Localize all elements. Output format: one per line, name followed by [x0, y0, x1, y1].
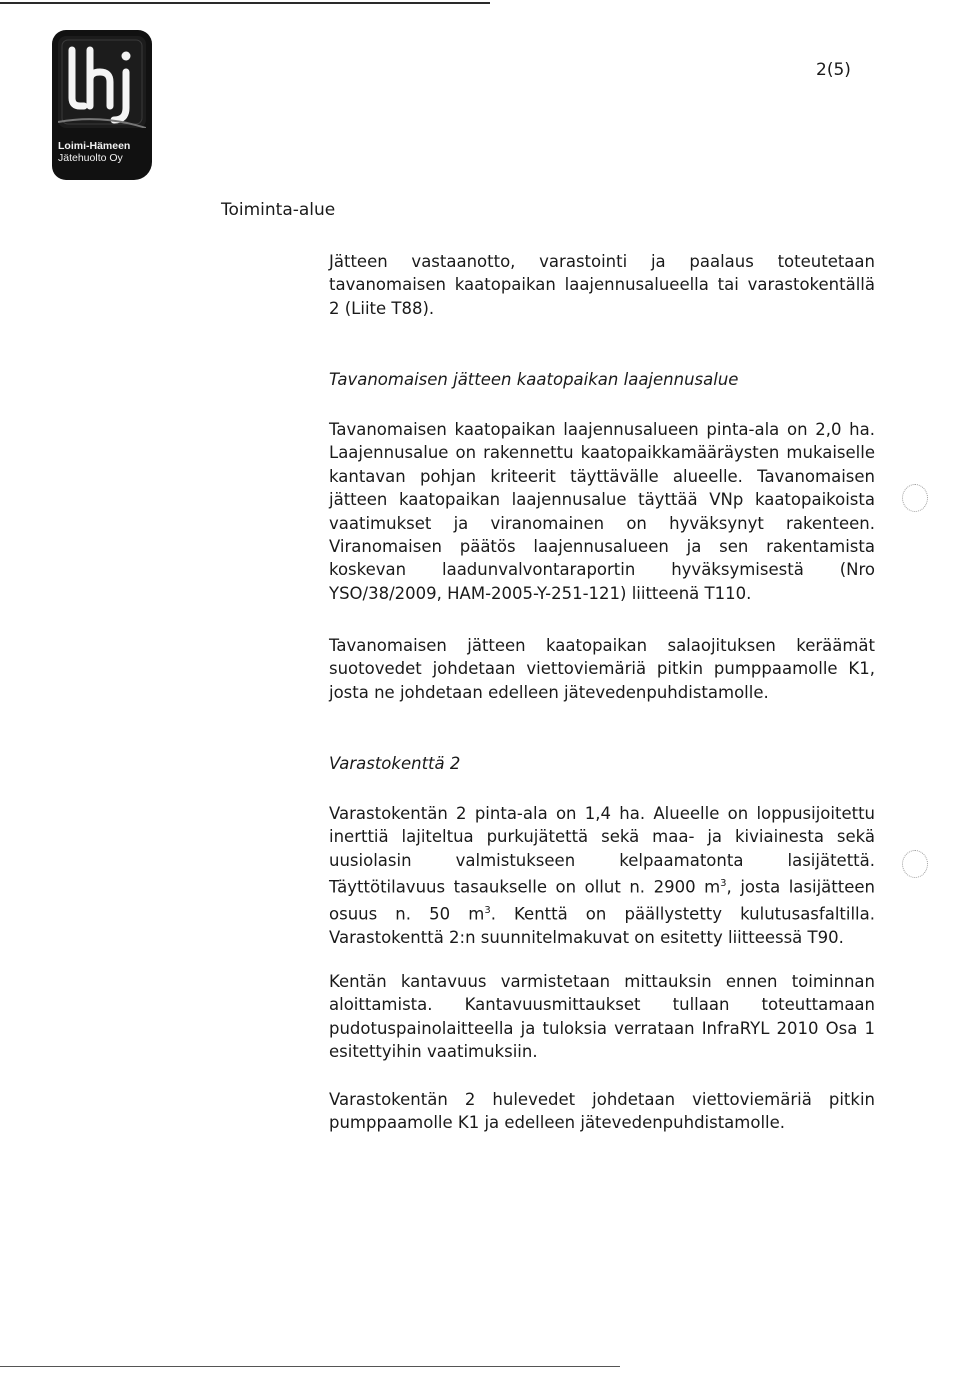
paragraph-storage-field-part-a: Varastokentän 2 pinta-ala on 1,4 ha. Alueelle on loppusijoitettu inerttiä lajiteltua purkujätettä sekä maa- ja kiviainesta sekä uusiolasin valmistukseen kelpaamatonta lasijätettä. Täyttötilavuus tasaukselle on ollut n. 2900 m	[329, 804, 875, 897]
paragraph-stormwater: Varastokentän 2 hulevedet johdetaan viettoviemäriä pitkin pumppaamolle K1 ja edelleen jätevedenpuhdistamolle.	[329, 1090, 875, 1133]
punch-hole-mark	[902, 484, 928, 512]
scan-edge-line	[0, 1366, 620, 1367]
logo-company-name	[58, 140, 150, 164]
heading-storage-field-2: Varastokenttä 2	[329, 754, 461, 773]
company-logo	[52, 30, 152, 180]
heading-landfill-extension: Tavanomaisen jätteen kaatopaikan laajennusalue	[329, 370, 739, 389]
punch-hole-mark	[902, 850, 928, 878]
superscript-cubic-1: 3	[720, 878, 727, 890]
paragraph-storage-field-part-b: , josta lasijätteen osuus n. 50 m	[329, 877, 875, 924]
paragraph-storage-field-part-c: . Kenttä on päällystetty kulutusasfaltilla. Varastokenttä 2:n suunnitelmakuvat on esitetty liitteessä T90.	[329, 904, 875, 948]
paragraph-bearing-capacity: Kentän kantavuus varmistetaan mittauksin ennen toiminnan aloittamista. Kantavuusmittaukset tullaan toteuttamaan pudotuspainolaitteella ja tuloksia verrataan InfraRYL 2010 Osa 1 esitettyihin vaatimuksiin.	[329, 972, 875, 1062]
superscript-cubic-2: 3	[484, 905, 491, 917]
page-number: 2(5)	[816, 60, 851, 80]
lhj-logo-mark-icon	[58, 36, 146, 128]
logo-line-1: Loimi-Hämeen	[58, 140, 131, 152]
scan-edge-line	[0, 2, 490, 4]
paragraph-storage-field	[329, 802, 875, 949]
paragraph-intake: Jätteen vastaanotto, varastointi ja paalaus toteutetaan tavanomaisen kaatopaikan laajennusalueella tai varastokentällä 2 (Liite T88).	[329, 252, 875, 318]
paragraph-leachate: Tavanomaisen jätteen kaatopaikan salaojituksen keräämät suotovedet johdetaan viettoviemäriä pitkin pumppaamolle K1, josta ne johdetaan edelleen jätevedenpuhdistamolle.	[329, 636, 875, 702]
logo-line-2: Jätehuolto Oy	[58, 152, 123, 164]
section-title: Toiminta-alue	[221, 200, 336, 220]
paragraph-landfill-extension: Tavanomaisen kaatopaikan laajennusalueen pinta-ala on 2,0 ha. Laajennusalue on rakennettu kaatopaikkamääräysten mukaiselle kantavan pohjan kriteerit täyttävälle alueelle. Tavanomaisen jätteen kaatopaikan laajennusalue täyttää VNp kaatopaikoista vaatimukset ja viranomainen on hyväksynyt rakenteen. Viranomaisen päätös laajennusalueen ja sen rakentamista koskevan laadunvalvontaraportin hyväksymisestä (Nro YSO/38/2009, HAM-2005-Y-251-121) liitteenä T110.	[329, 420, 875, 603]
